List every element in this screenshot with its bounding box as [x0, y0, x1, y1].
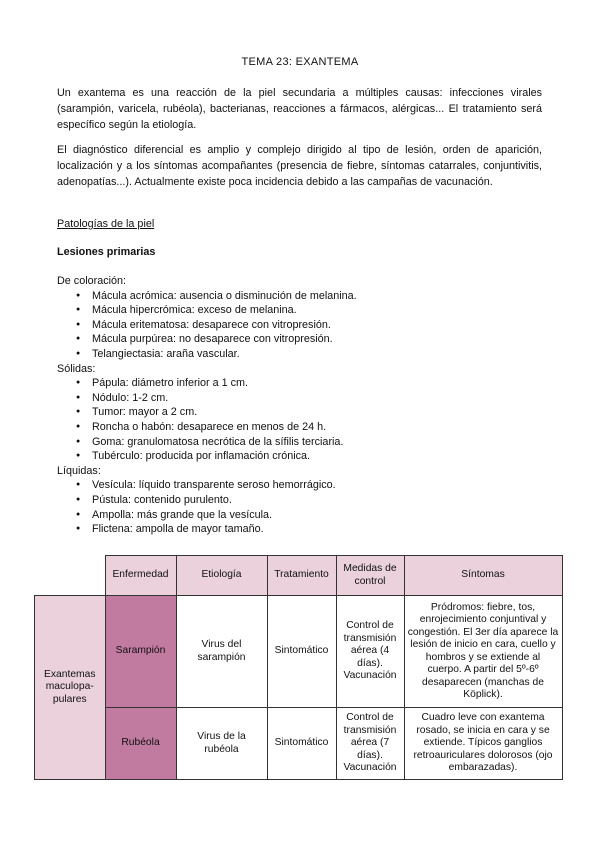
list-solidas: [57, 376, 547, 464]
header-tratamiento: Tratamiento: [267, 556, 336, 596]
document-title: TEMA 23: EXANTEMA: [241, 56, 359, 68]
list-coloracion: [57, 289, 547, 362]
list-item: ● Goma: granulomatosa necrótica de la sífilis terciaria.: [57, 435, 547, 450]
table-row: [35, 708, 563, 780]
list-item: ● Mácula eritematosa: desaparece con vitropresión.: [57, 318, 547, 333]
intro-paragraph: Un exantema es una reacción de la piel secundaria a múltiples causas: infecciones virales (sarampión, varicela, rubéola), bacterianas, reacciones a fármacos, alérgicas... El tratamiento será específico según la etiología.: [57, 87, 542, 131]
list-item: ● Mácula hipercrómica: exceso de melanina.: [57, 303, 547, 318]
exanthema-table: [34, 555, 563, 780]
subsection-title: Lesiones primarias: [57, 246, 156, 258]
table-corner: [35, 556, 106, 596]
list-item: ● Tumor: mayor a 2 cm.: [57, 405, 547, 420]
list-item: ● Telangiectasia: araña vascular.: [57, 347, 547, 362]
list-item: ● Vesícula: líquido transparente seroso hemorrágico.: [57, 478, 547, 493]
list-item: ● Pápula: diámetro inferior a 1 cm.: [57, 376, 547, 391]
header-sintomas: Síntomas: [404, 556, 562, 596]
treatment-cell: Sintomático: [267, 708, 336, 780]
list-item: ● Roncha o habón: desaparece en menos de 24 h.: [57, 420, 547, 435]
symptoms-cell: Pródromos: fiebre, tos, enrojecimiento conjuntival y congestión. El 3er día aparece la lesión de inicio en cara, cuello y hombros y se extiende al cuerpo. A partir del 5º-6º desaparecen (manchas de Köplick).: [404, 596, 562, 708]
etiology-cell: Virus de la rubéola: [176, 708, 267, 780]
header-enfermedad: Enfermedad: [105, 556, 176, 596]
lesion-lists: [57, 274, 547, 537]
header-etiologia: Etiología: [176, 556, 267, 596]
section-title: Patologías de la piel: [57, 218, 155, 230]
group-label-liquidas: Líquidas:: [57, 464, 101, 477]
group-label-solidas: Sólidas:: [57, 362, 96, 375]
list-item: ● Nódulo: 1-2 cm.: [57, 391, 547, 406]
disease-cell: Sarampión: [105, 596, 176, 708]
list-item: ● Mácula purpúrea: no desaparece con vitropresión.: [57, 332, 547, 347]
control-cell: Control de transmisión aérea (4 días). Vacunación: [336, 596, 404, 708]
list-item: ● Flictena: ampolla de mayor tamaño.: [57, 522, 547, 537]
treatment-cell: Sintomático: [267, 596, 336, 708]
list-liquidas: [57, 478, 547, 536]
table-row: [35, 596, 563, 708]
list-item: ● Tubérculo: producida por inflamación crónica.: [57, 449, 547, 464]
list-item: ● Pústula: contenido purulento.: [57, 493, 547, 508]
table-header-row: [35, 556, 563, 596]
category-cell: Exantemas maculopa-pulares: [35, 596, 106, 780]
list-item: ● Mácula acrómica: ausencia o disminución de melanina.: [57, 289, 547, 304]
symptoms-cell: Cuadro leve con exantema rosado, se inicia en cara y se extiende. Típicos ganglios retroauriculares dolorosos (ojo embarazadas).: [404, 708, 562, 780]
etiology-cell: Virus del sarampión: [176, 596, 267, 708]
group-label-coloracion: De coloración:: [57, 275, 127, 287]
diagnosis-paragraph: El diagnóstico diferencial es amplio y complejo dirigido al tipo de lesión, orden de aparición, localización y a los síntomas acompañantes (presencia de fiebre, síntomas catarrales, conjuntivitis, adenopatías...). Actualmente existe poca incidencia debido a las campañas de vacunación.: [57, 144, 542, 188]
disease-cell: Rubéola: [105, 708, 176, 780]
list-item: ● Ampolla: más grande que la vesícula.: [57, 508, 547, 523]
header-medidas: Medidas de control: [336, 556, 404, 596]
control-cell: Control de transmisión aérea (7 días). Vacunación: [336, 708, 404, 780]
